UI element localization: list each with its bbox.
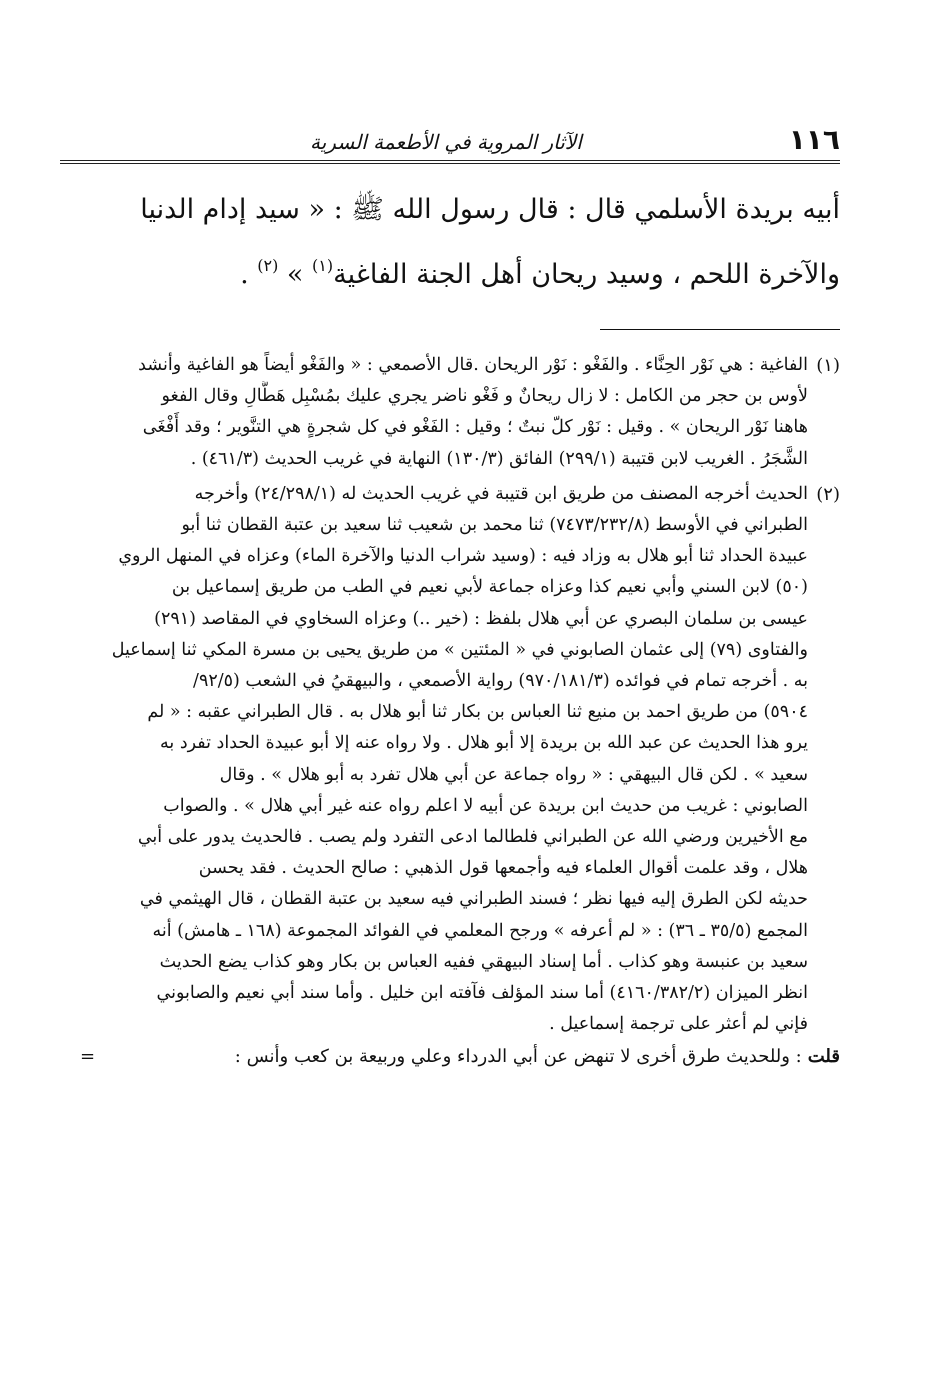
author-note [60,1046,840,1067]
main-line-1: أبيه بريدة الأسلمي قال : قال رسول الله ﷺ : « سيد إدام الدنيا [140,194,840,225]
footnote-line: هاهنا نَوْر الريحان » . وقيل : نَوْر كلّ نبتٌ ؛ وقيل : الفَغْو في كل شجرةٍ هي التنَّوير ؛ وقد أَفْغَى [142,417,808,438]
footnote-line: هلال ، وقد علمت أقوال العلماء فيه وأجمعها قول الذهبي : صالح الحديث . فقد يحسن [198,858,808,879]
main-end-period: . [240,259,258,290]
main-line-2 [60,238,840,303]
footnote-ref-2[interactable]: (٢) [257,256,279,275]
footnote-body [60,479,808,1041]
footnote-ref-1[interactable]: (١) [312,256,334,275]
closing-quote: » [278,259,313,290]
footnote-line: يرو هذا الحديث عن عبد الله بن بريدة إلا أبو هلال . ولا رواه عنه إلا أبو عبيدة الحداد تفرد به [160,733,808,754]
footnote-line: انظر الميزان (٤١٦٠/٣٨٢/٢) أما سند المؤلف فآفته ابن خليل . وأما سند أبي نعيم والصابوني [156,983,808,1004]
footnote-line: سعيد » . لكن قال البيهقي : « رواه جماعة عن أبي هلال تفرد به أبو هلال » . وقال [219,764,808,785]
footnote-line: الطبراني في الأوسط (٧٤٧٣/٢٣٢/٨) ثنا محمد بن شعيب ثنا سعيد بن عتبة القطان ثنا أبو [181,515,808,536]
footnote-line: الصابوني : غريب من حديث ابن بريدة عن أبيه لا اعلم رواه عنه غير أبي هلال » . والصواب [163,795,808,816]
footnote-line: الفاغية : هي نَوْر الحِنَّاء . والفَغْو : نَوْر الريحان .قال الأصمعي : « والفَغْو أيضاً هو الفاغية وأنشد [138,355,808,375]
footnote-line: ٥٩٠٤) من طريق احمد بن منيع ثنا العباس بن بكار ثنا أبو هلال به . قال الطبراني عقبه : « لم [147,702,808,723]
running-title: الآثار المروية في الأطعمة السرية [310,130,582,154]
footnote-2 [60,479,840,1041]
header-rule [60,160,840,164]
footnote-line: والفتاوى (٧٩) إلى عثمان الصابوني في « المئتين » من طريق يحيى بن مسرة المكي ثنا إسماعيل [111,639,808,660]
main-line-2-text: والآخرة اللحم ، وسيد ريحان أهل الجنة الفاغية [333,259,840,290]
footnote-line: حديثه لكن الطرق إليه فيها نظر ؛ فسند الطبراني فيه سعيد بن عتبة القطان ، قال الهيثمي في [139,889,808,910]
footnote-line: مع الأخيرين ورضي الله عن الطبراني فلطالما ادعى التفرد ولم يصب . فالحديث يدور على أبي [137,827,808,848]
footnote-line: فإني لم أعثر على ترجمة إسماعيل . [549,1014,808,1035]
footnote-line: سعيد بن عنبسة وهو كذاب . أما إسناد البيهقي ففيه العباس بن بكار وهو كذاب يضع الحديث [159,951,808,972]
footnote-body [60,350,808,475]
footnote-line: عبيدة الحداد ثنا أبو هلال به وزاد فيه : (وسيد شراب الدنيا والآخرة الماء) وعزاه في المنهل الروي [118,546,808,567]
book-page [60,110,840,1067]
footnote-number: (٢) [816,483,840,505]
footnote-line: به . أخرجه تمام في فوائده (٩٧٠/١٨١/٣) رواية الأصمعي ، والبيهقيُ في الشعب (٩٢/٥/ [193,671,808,692]
footnote-line: عيسى بن سلمان البصري عن أبي هلال بلفظ : (خير ..) وعزاه السخاوي في المقاصد (٢٩١) [154,608,808,629]
footnote-number: (١) [816,355,840,376]
footnote-line: الشَّجَرُ . الغريب لابن قتيبة (٢٩٩/١) الفائق (١٣٠/٣) النهاية في غريب الحديث (٤٦١/٣) . [190,448,808,469]
continuation-mark: = [80,1046,96,1068]
author-note-text: : وللحديث طرق أخرى لا تنهض عن أبي الدرداء وعلي وربيعة بن كعب وأنس : [234,1046,802,1068]
footnote-line: المجمع (٣٥/٥ ـ ٣٦) : « لم أعرفه » ورجح المعلمي في الفوائد المجموعة (١٦٨ ـ هامش) أنه [152,920,808,941]
footnotes [60,350,840,1040]
footnote-line: (٥٠) لابن السني وأبي نعيم كذا وعزاه جماعة لأبي نعيم في الطب من طريق إسماعيل بن [171,577,808,598]
footnote-separator [600,329,840,330]
footnote-line: لأوس بن حجر من الكامل : لا زال ريحانٌ و فَغْو ناضر يجري عليك بمُسْبِل هَطَّالِ وقال الفغو [161,386,808,407]
page-number: ١١٦ [788,123,840,156]
footnote-1 [60,350,840,475]
author-note-label: قلت [807,1046,840,1068]
main-text [60,182,840,303]
page-header [60,110,840,160]
footnote-line: الحديث أخرجه المصنف من طريق ابن قتيبة في غريب الحديث له (٢٤/٢٩٨/١) وأخرجه [194,483,808,504]
